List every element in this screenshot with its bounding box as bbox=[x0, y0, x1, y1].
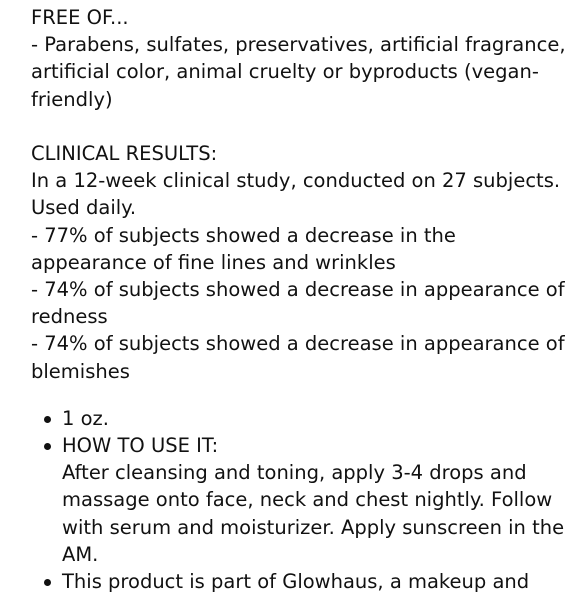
how-to-heading: HOW TO USE IT bbox=[62, 434, 212, 458]
clinical-results-heading: CLINICAL RESULTS bbox=[31, 142, 211, 165]
spacer bbox=[31, 385, 571, 405]
clinical-result-1: - 77% of subjects showed a decrease in the appearance of fine lines and wrinkles bbox=[31, 223, 456, 274]
spacer bbox=[31, 113, 571, 140]
how-to-heading-line bbox=[62, 432, 571, 459]
product-description bbox=[31, 4, 571, 595]
free-of-text: - Parabens, sulfates, preservatives, artificial fragrance, artificial color, animal cruelty or byproducts (vegan-friendly) bbox=[31, 33, 566, 111]
clinical-intro-2: Used daily. bbox=[31, 196, 137, 220]
clinical-results-colon: : bbox=[210, 142, 218, 165]
bullet-glowhaus bbox=[31, 568, 571, 595]
free-of-section bbox=[31, 4, 571, 113]
bullet-size bbox=[31, 405, 571, 432]
bullet-how-to-use bbox=[31, 432, 571, 568]
product-bullet-list bbox=[31, 405, 571, 595]
clinical-results-section bbox=[31, 140, 571, 385]
clinical-results-heading-line bbox=[31, 140, 571, 167]
size-text: 1 oz. bbox=[62, 406, 109, 430]
how-to-colon: : bbox=[211, 434, 219, 458]
clinical-result-3: - 74% of subjects showed a decrease in appearance of blemishes bbox=[31, 332, 565, 383]
glowhaus-text: This product is part of Glowhaus, a makeup and bbox=[62, 570, 530, 594]
clinical-intro-1: In a 12-week clinical study, conducted on 27 subjects. bbox=[31, 169, 561, 193]
how-to-text: After cleansing and toning, apply 3-4 drops and massage onto face, neck and chest nightly. Follow with serum and moisturizer. Apply sunscreen in the AM. bbox=[62, 461, 565, 566]
clinical-result-2: - 74% of subjects showed a decrease in appearance of redness bbox=[31, 278, 565, 329]
free-of-heading: FREE OF... bbox=[31, 6, 129, 29]
